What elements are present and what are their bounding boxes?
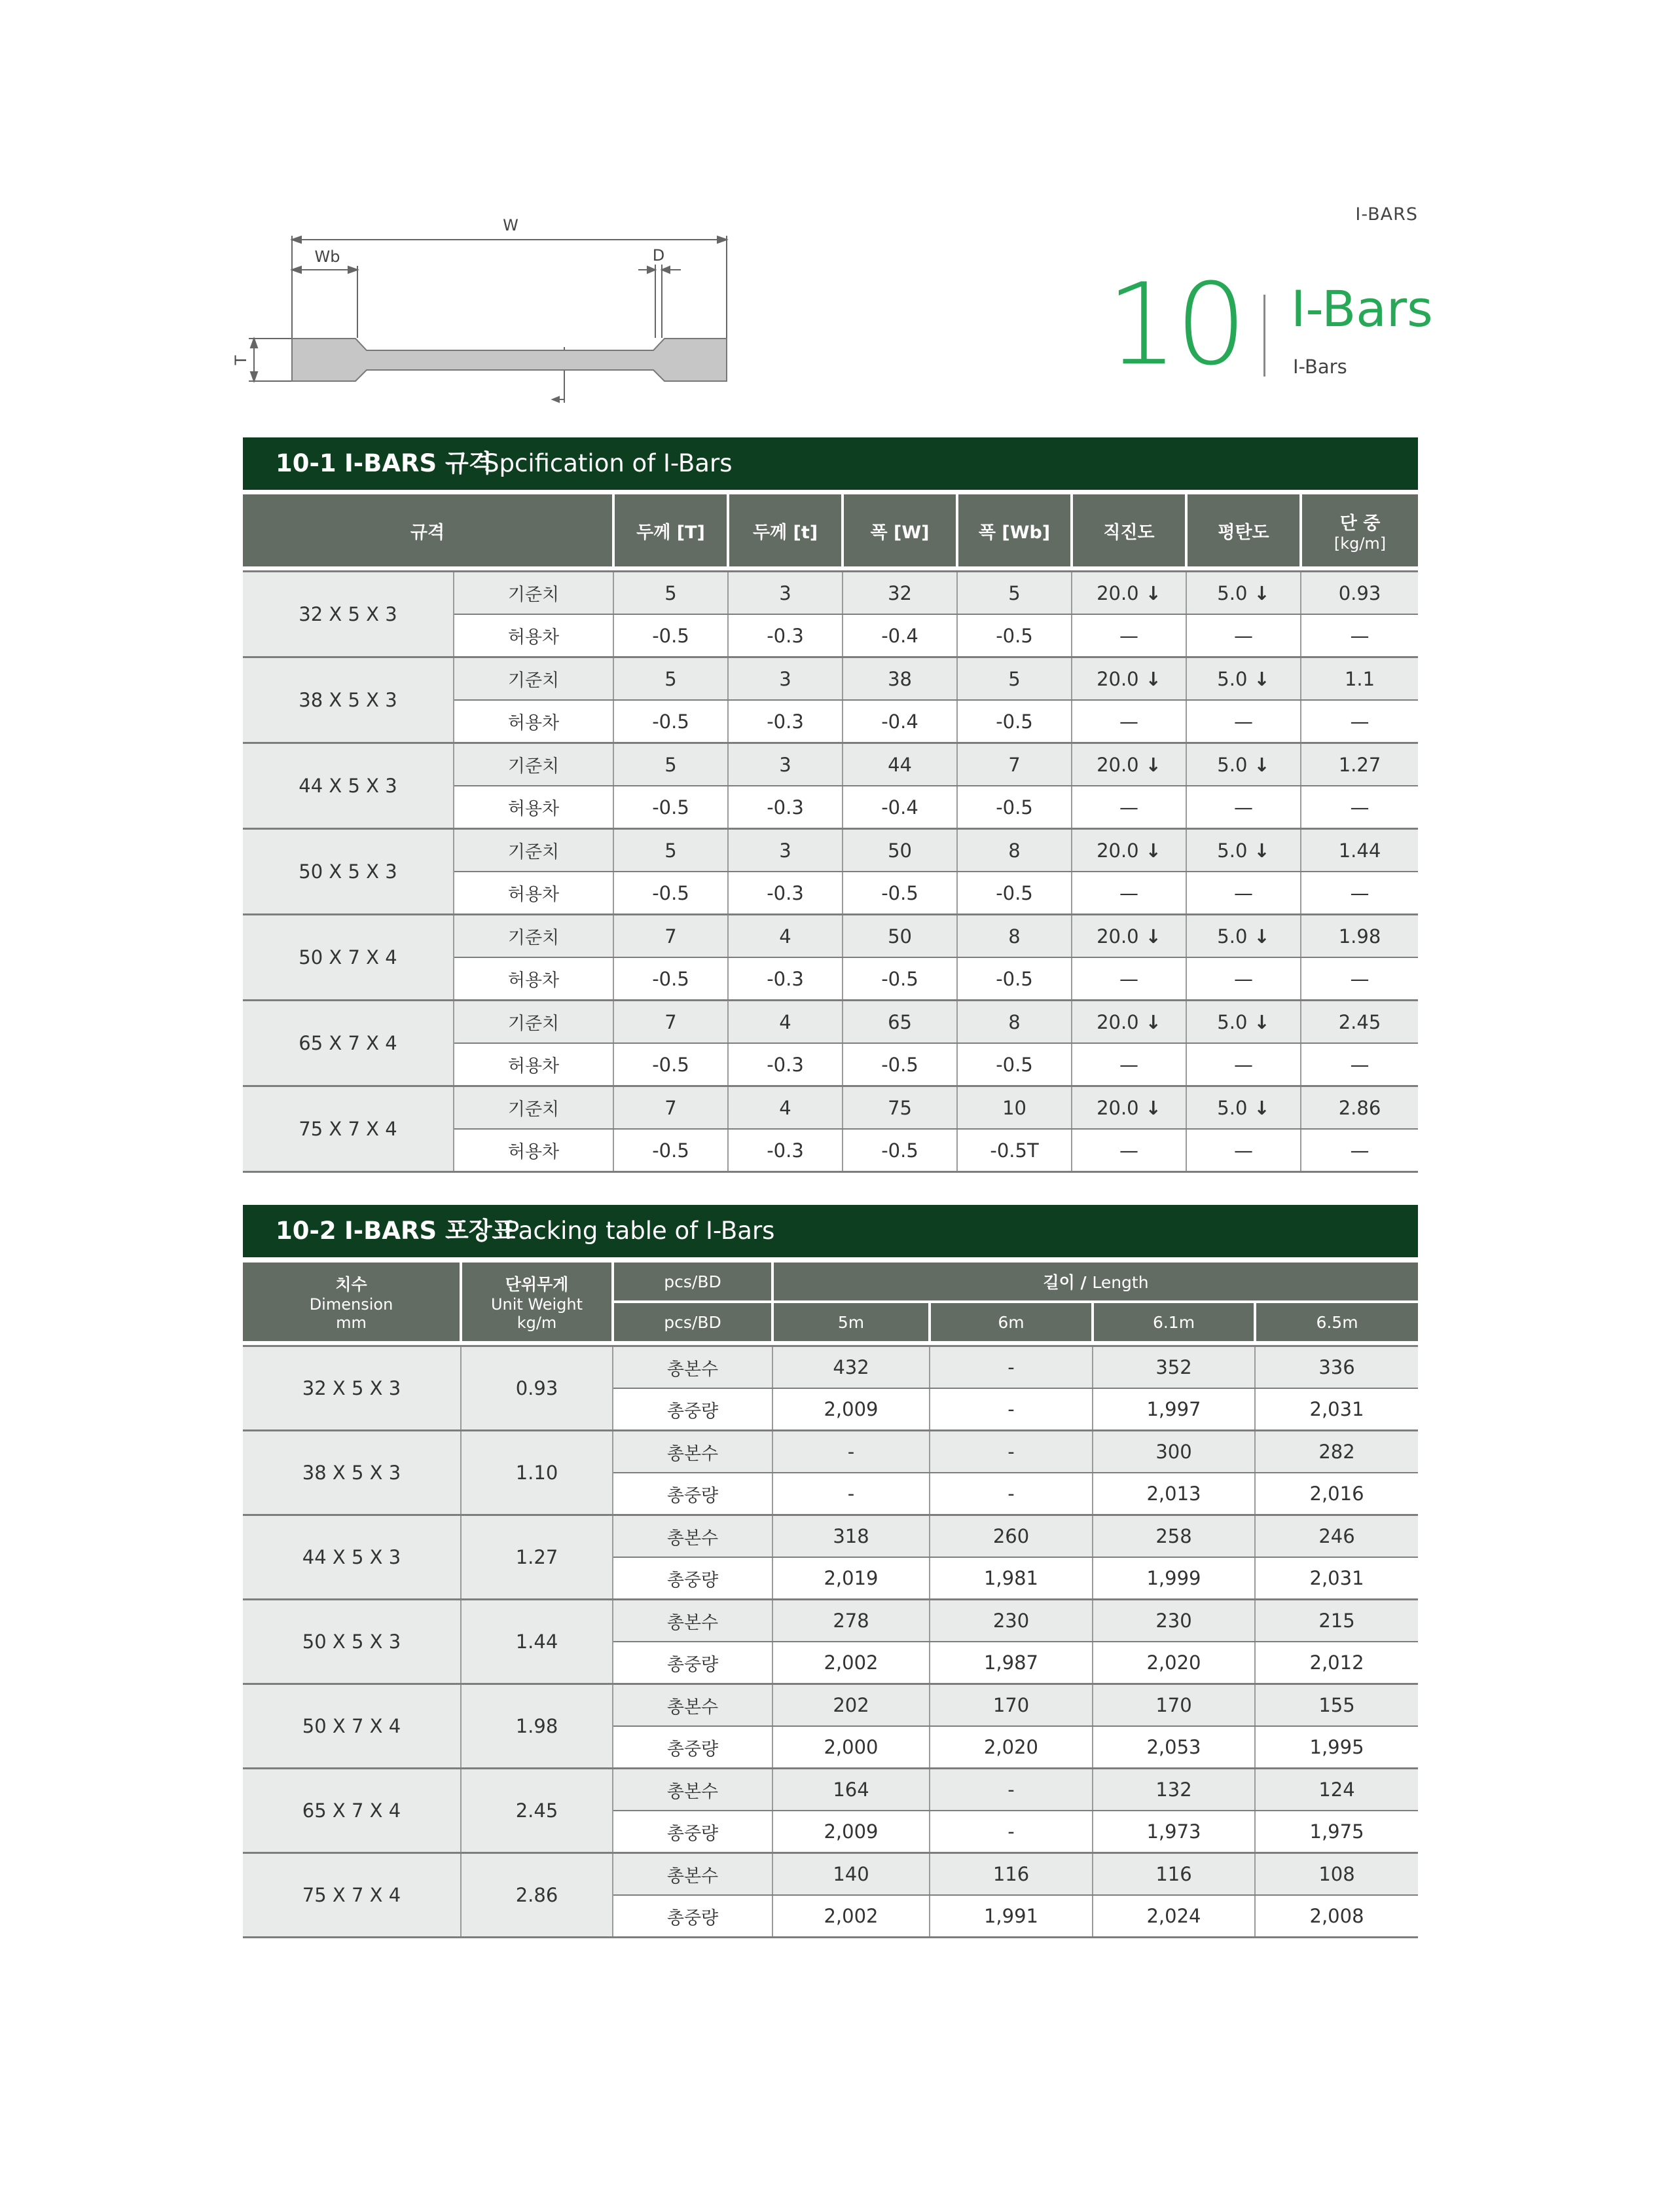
spec-tolerance-value: -0.3	[728, 1129, 843, 1172]
label-total-count: 총본수	[613, 1515, 772, 1558]
spec-standard-value: 50	[843, 829, 957, 872]
pack-weight-value: 1,975	[1255, 1811, 1418, 1853]
pack-size: 50 X 5 X 3	[243, 1600, 461, 1684]
header-pcs-bd-top: pcs/BD	[613, 1263, 772, 1302]
down-arrow-icon: ↓	[1254, 839, 1270, 862]
spec-standard-value: 5	[957, 572, 1072, 614]
spec-size: 75 X 7 X 4	[243, 1086, 454, 1172]
pack-weight-value: 2,053	[1093, 1726, 1255, 1769]
spec-tolerance-value: —	[1301, 786, 1418, 829]
header-length: 길이 / Length	[772, 1263, 1418, 1302]
label-total-count: 총본수	[613, 1347, 772, 1388]
spec-standard-value: 7	[613, 915, 728, 958]
pack-count-value: -	[772, 1431, 930, 1473]
pack-count-value: 432	[772, 1347, 930, 1388]
pack-weight-value: 2,009	[772, 1388, 930, 1431]
pack-weight-value: 2,002	[772, 1895, 930, 1938]
pack-row-count	[243, 1431, 1418, 1473]
pack-weight-value: -	[930, 1473, 1093, 1515]
spec-tolerance-value: -0.3	[728, 1043, 843, 1086]
pack-count-value: 215	[1255, 1600, 1418, 1642]
spec-tolerance-value: -0.3	[728, 786, 843, 829]
category-label: I-BARS	[1355, 204, 1418, 225]
header-length-6-1m: 6.1m	[1093, 1302, 1255, 1341]
spec-tolerance-value: —	[1186, 700, 1301, 743]
spec-row-standard	[243, 1001, 1418, 1044]
spec-standard-value: 4	[728, 1001, 843, 1044]
pack-weight-value: 1,991	[930, 1895, 1093, 1938]
spec-standard-value: 2.45	[1301, 1001, 1418, 1044]
pack-unit-weight: 1.27	[461, 1515, 613, 1600]
pack-weight-value: 2,019	[772, 1557, 930, 1600]
spec-standard-value: 10	[957, 1086, 1072, 1130]
spec-standard-value: 1.98	[1301, 915, 1418, 958]
spec-section-title-ko: I-BARS 규격	[344, 449, 492, 477]
spec-tolerance-value: —	[1072, 614, 1186, 657]
down-arrow-icon: ↓	[1145, 667, 1161, 690]
ibar-cross-section-diagram	[229, 210, 740, 406]
packing-table	[243, 1263, 1418, 1938]
header-length-6m: 6m	[930, 1302, 1093, 1341]
pack-unit-weight: 2.45	[461, 1769, 613, 1853]
spec-tolerance-value: -0.5	[957, 957, 1072, 1001]
spec-tolerance-value: -0.5	[613, 872, 728, 915]
down-arrow-icon: ↓	[1145, 839, 1161, 862]
pack-weight-value: 1,999	[1093, 1557, 1255, 1600]
spec-standard-value: 5	[613, 657, 728, 701]
spec-standard-value: 5	[957, 657, 1072, 701]
spec-tolerance-value: —	[1072, 700, 1186, 743]
spec-tolerance-value: —	[1072, 872, 1186, 915]
spec-row-standard	[243, 743, 1418, 786]
pack-count-value: -	[930, 1431, 1093, 1473]
pack-unit-weight: 1.44	[461, 1600, 613, 1684]
pack-weight-value: 2,024	[1093, 1895, 1255, 1938]
spec-standard-value: 8	[957, 1001, 1072, 1044]
down-arrow-icon: ↓	[1254, 1096, 1270, 1119]
pack-row-count	[243, 1600, 1418, 1642]
pack-count-value: 132	[1093, 1769, 1255, 1811]
spec-tolerance-value: —	[1186, 957, 1301, 1001]
label-tolerance: 허용차	[454, 872, 613, 915]
spec-tolerance-value: —	[1301, 872, 1418, 915]
spec-tolerance-value: -0.5	[613, 700, 728, 743]
spec-tolerance-value: —	[1186, 1129, 1301, 1172]
label-tolerance: 허용차	[454, 614, 613, 657]
label-total-weight: 총중량	[613, 1895, 772, 1938]
spec-standard-value: 5.0 ↓	[1186, 657, 1301, 701]
label-total-weight: 총중량	[613, 1388, 772, 1431]
label-total-count: 총본수	[613, 1769, 772, 1811]
header-thickness-T: 두께 [T]	[613, 494, 728, 566]
pack-weight-value: 1,995	[1255, 1726, 1418, 1769]
spec-standard-value: 8	[957, 915, 1072, 958]
label-standard: 기준치	[454, 915, 613, 958]
spec-size: 65 X 7 X 4	[243, 1001, 454, 1086]
pack-count-value: 170	[1093, 1684, 1255, 1727]
header-size: 규격	[243, 494, 613, 566]
label-total-count: 총본수	[613, 1684, 772, 1727]
pack-count-value: 246	[1255, 1515, 1418, 1558]
spec-tolerance-value: —	[1301, 957, 1418, 1001]
label-standard: 기준치	[454, 572, 613, 614]
header-straightness: 직진도	[1072, 494, 1186, 566]
label-standard: 기준치	[454, 657, 613, 701]
spec-standard-value: 5.0 ↓	[1186, 915, 1301, 958]
spec-tolerance-value: -0.5	[843, 957, 957, 1001]
pack-row-count	[243, 1853, 1418, 1896]
label-t: T	[232, 355, 250, 365]
spec-size: 38 X 5 X 3	[243, 657, 454, 743]
spec-standard-value: 7	[613, 1001, 728, 1044]
header-pcs-bd: pcs/BD	[613, 1302, 772, 1341]
pack-weight-value: 2,008	[1255, 1895, 1418, 1938]
spec-tolerance-value: -0.5	[613, 1129, 728, 1172]
spec-tolerance-value: —	[1186, 786, 1301, 829]
pack-count-value: 108	[1255, 1853, 1418, 1896]
pack-count-value: 300	[1093, 1431, 1255, 1473]
pack-weight-value: 2,013	[1093, 1473, 1255, 1515]
spec-tolerance-value: —	[1072, 1129, 1186, 1172]
pack-unit-weight: 2.86	[461, 1853, 613, 1938]
spec-standard-value: 7	[957, 743, 1072, 786]
label-total-count: 총본수	[613, 1600, 772, 1642]
header-flatness: 평탄도	[1186, 494, 1301, 566]
pack-count-value: 278	[772, 1600, 930, 1642]
spec-tolerance-value: -0.5	[613, 614, 728, 657]
pack-weight-value: 2,031	[1255, 1557, 1418, 1600]
down-arrow-icon: ↓	[1254, 1010, 1270, 1033]
pack-weight-value: -	[930, 1811, 1093, 1853]
spec-size: 50 X 7 X 4	[243, 915, 454, 1001]
spec-tolerance-value: —	[1186, 614, 1301, 657]
label-wb: Wb	[314, 248, 340, 266]
spec-standard-value: 50	[843, 915, 957, 958]
pack-section-title-bar	[243, 1205, 1418, 1257]
pack-size: 32 X 5 X 3	[243, 1347, 461, 1431]
pack-weight-value: -	[772, 1473, 930, 1515]
pack-weight-value: 1,987	[930, 1642, 1093, 1684]
label-tolerance: 허용차	[454, 1043, 613, 1086]
pack-row-count	[243, 1515, 1418, 1558]
pack-size: 50 X 7 X 4	[243, 1684, 461, 1769]
spec-tolerance-value: —	[1186, 1043, 1301, 1086]
header-width-Wb: 폭 [Wb]	[957, 494, 1072, 566]
spec-tolerance-value: -0.4	[843, 614, 957, 657]
chapter-title: I-Bars	[1291, 280, 1433, 338]
down-arrow-icon: ↓	[1145, 753, 1161, 776]
spec-tolerance-value: —	[1072, 957, 1186, 1001]
spec-tolerance-value: -0.5	[957, 1043, 1072, 1086]
pack-size: 44 X 5 X 3	[243, 1515, 461, 1600]
pack-row-count	[243, 1769, 1418, 1811]
chapter-divider	[1263, 295, 1265, 377]
pack-count-value: -	[930, 1769, 1093, 1811]
pack-count-value: 164	[772, 1769, 930, 1811]
spec-standard-value: 3	[728, 657, 843, 701]
label-total-weight: 총중량	[613, 1557, 772, 1600]
label-w: W	[503, 216, 518, 234]
label-standard: 기준치	[454, 1086, 613, 1130]
spec-tolerance-value: —	[1301, 1043, 1418, 1086]
spec-standard-value: 2.86	[1301, 1086, 1418, 1130]
down-arrow-icon: ↓	[1145, 925, 1161, 948]
spec-tolerance-value: -0.5	[957, 700, 1072, 743]
spec-standard-value: 20.0 ↓	[1072, 915, 1186, 958]
spec-tolerance-value: —	[1186, 872, 1301, 915]
spec-tolerance-value: -0.4	[843, 786, 957, 829]
pack-section-title-ko: I-BARS 포장표	[344, 1217, 516, 1245]
spec-size: 32 X 5 X 3	[243, 572, 454, 657]
label-total-weight: 총중량	[613, 1811, 772, 1853]
label-total-weight: 총중량	[613, 1473, 772, 1515]
spec-standard-value: 20.0 ↓	[1072, 657, 1186, 701]
spec-standard-value: 5.0 ↓	[1186, 743, 1301, 786]
spec-standard-value: 5	[613, 829, 728, 872]
pack-count-value: 230	[930, 1600, 1093, 1642]
spec-standard-value: 3	[728, 829, 843, 872]
label-d: D	[652, 246, 665, 265]
pack-weight-value: 2,000	[772, 1726, 930, 1769]
pack-section-title-en: Packing table of I-Bars	[505, 1217, 775, 1245]
spec-standard-value: 5.0 ↓	[1186, 829, 1301, 872]
spec-standard-value: 4	[728, 915, 843, 958]
spec-standard-value: 65	[843, 1001, 957, 1044]
down-arrow-icon: ↓	[1254, 753, 1270, 776]
header-unit-weight: 단위무게 Unit Weight kg/m	[461, 1263, 613, 1341]
spec-standard-value: 5.0 ↓	[1186, 1001, 1301, 1044]
chapter-subtitle: I-Bars	[1293, 356, 1347, 378]
pack-weight-value: 2,012	[1255, 1642, 1418, 1684]
spec-standard-value: 75	[843, 1086, 957, 1130]
pack-weight-value: 2,016	[1255, 1473, 1418, 1515]
spec-tolerance-value: -0.3	[728, 614, 843, 657]
pack-weight-value: 2,009	[772, 1811, 930, 1853]
spec-tolerance-value: -0.3	[728, 957, 843, 1001]
pack-row-count	[243, 1684, 1418, 1727]
pack-weight-value: 1,981	[930, 1557, 1093, 1600]
spec-tolerance-value: -0.5	[613, 786, 728, 829]
spec-standard-value: 20.0 ↓	[1072, 1086, 1186, 1130]
spec-table	[243, 494, 1418, 1173]
spec-standard-value: 3	[728, 572, 843, 614]
spec-standard-value: 1.1	[1301, 657, 1418, 701]
spec-standard-value: 38	[843, 657, 957, 701]
pack-weight-value: 2,020	[930, 1726, 1093, 1769]
spec-size: 44 X 5 X 3	[243, 743, 454, 829]
spec-standard-value: 5	[613, 572, 728, 614]
pack-row-count	[243, 1347, 1418, 1388]
pack-weight-value: 1,997	[1093, 1388, 1255, 1431]
spec-tolerance-value: —	[1301, 614, 1418, 657]
spec-section-number: 10-1	[276, 449, 336, 477]
pack-weight-value: 2,031	[1255, 1388, 1418, 1431]
spec-tolerance-value: -0.3	[728, 700, 843, 743]
spec-tolerance-value: -0.5	[957, 786, 1072, 829]
header-unit-weight: 단 중 [kg/m]	[1301, 494, 1418, 566]
label-total-weight: 총중량	[613, 1642, 772, 1684]
spec-standard-value: 0.93	[1301, 572, 1418, 614]
spec-tolerance-value: —	[1072, 1043, 1186, 1086]
header-width-W: 폭 [W]	[843, 494, 957, 566]
pack-size: 65 X 7 X 4	[243, 1769, 461, 1853]
spec-standard-value: 5.0 ↓	[1186, 572, 1301, 614]
pack-size: 38 X 5 X 3	[243, 1431, 461, 1515]
label-tolerance: 허용차	[454, 700, 613, 743]
pack-section-number: 10-2	[276, 1217, 336, 1245]
pack-count-value: 230	[1093, 1600, 1255, 1642]
spec-standard-value: 20.0 ↓	[1072, 572, 1186, 614]
down-arrow-icon: ↓	[1145, 581, 1161, 604]
pack-weight-value: 1,973	[1093, 1811, 1255, 1853]
pack-count-value: 124	[1255, 1769, 1418, 1811]
spec-standard-value: 44	[843, 743, 957, 786]
pack-count-value: 140	[772, 1853, 930, 1896]
spec-standard-value: 20.0 ↓	[1072, 743, 1186, 786]
pack-unit-weight: 1.10	[461, 1431, 613, 1515]
spec-standard-value: 1.44	[1301, 829, 1418, 872]
label-total-count: 총본수	[613, 1853, 772, 1896]
pack-size: 75 X 7 X 4	[243, 1853, 461, 1938]
header-length-5m: 5m	[772, 1302, 930, 1341]
down-arrow-icon: ↓	[1145, 1010, 1161, 1033]
spec-tolerance-value: -0.5T	[957, 1129, 1072, 1172]
spec-tolerance-value: -0.5	[957, 614, 1072, 657]
spec-tolerance-value: -0.5	[613, 1043, 728, 1086]
header-dimension: 치수 Dimension mm	[243, 1263, 461, 1341]
spec-section-title-en: Spcification of I-Bars	[484, 449, 733, 477]
pack-count-value: 202	[772, 1684, 930, 1727]
spec-tolerance-value: -0.4	[843, 700, 957, 743]
spec-standard-value: 1.27	[1301, 743, 1418, 786]
spec-tolerance-value: -0.5	[957, 872, 1072, 915]
spec-tolerance-value: -0.5	[843, 1043, 957, 1086]
pack-unit-weight: 1.98	[461, 1684, 613, 1769]
spec-standard-value: 32	[843, 572, 957, 614]
spec-section-title-bar	[243, 437, 1418, 490]
pack-weight-value: -	[930, 1388, 1093, 1431]
spec-tolerance-value: -0.3	[728, 872, 843, 915]
pack-count-value: 116	[930, 1853, 1093, 1896]
spec-row-standard	[243, 915, 1418, 958]
spec-tolerance-value: —	[1301, 700, 1418, 743]
pack-count-value: -	[930, 1347, 1093, 1388]
pack-count-value: 352	[1093, 1347, 1255, 1388]
label-tolerance: 허용차	[454, 957, 613, 1001]
spec-tolerance-value: —	[1301, 1129, 1418, 1172]
spec-standard-value: 5.0 ↓	[1186, 1086, 1301, 1130]
spec-row-standard	[243, 1086, 1418, 1130]
spec-standard-value: 7	[613, 1086, 728, 1130]
header-length-6-5m: 6.5m	[1255, 1302, 1418, 1341]
spec-row-standard	[243, 829, 1418, 872]
label-standard: 기준치	[454, 829, 613, 872]
down-arrow-icon: ↓	[1145, 1096, 1161, 1119]
spec-size: 50 X 5 X 3	[243, 829, 454, 915]
header-thickness-t: 두께 [t]	[728, 494, 843, 566]
spec-standard-value: 8	[957, 829, 1072, 872]
spec-tolerance-value: -0.5	[843, 1129, 957, 1172]
label-total-weight: 총중량	[613, 1726, 772, 1769]
pack-count-value: 258	[1093, 1515, 1255, 1558]
spec-standard-value: 4	[728, 1086, 843, 1130]
spec-row-standard	[243, 572, 1418, 614]
pack-count-value: 282	[1255, 1431, 1418, 1473]
pack-count-value: 170	[930, 1684, 1093, 1727]
chapter-number: 10	[1106, 259, 1244, 390]
label-standard: 기준치	[454, 743, 613, 786]
down-arrow-icon: ↓	[1254, 581, 1270, 604]
label-standard: 기준치	[454, 1001, 613, 1044]
spec-standard-value: 20.0 ↓	[1072, 1001, 1186, 1044]
label-tolerance: 허용차	[454, 786, 613, 829]
pack-weight-value: 2,002	[772, 1642, 930, 1684]
spec-standard-value: 3	[728, 743, 843, 786]
spec-standard-value: 20.0 ↓	[1072, 829, 1186, 872]
down-arrow-icon: ↓	[1254, 667, 1270, 690]
label-total-count: 총본수	[613, 1431, 772, 1473]
spec-tolerance-value: -0.5	[843, 872, 957, 915]
pack-count-value: 116	[1093, 1853, 1255, 1896]
spec-tolerance-value: —	[1072, 786, 1186, 829]
spec-tolerance-value: -0.5	[613, 957, 728, 1001]
pack-count-value: 336	[1255, 1347, 1418, 1388]
pack-count-value: 155	[1255, 1684, 1418, 1727]
pack-unit-weight: 0.93	[461, 1347, 613, 1431]
pack-count-value: 318	[772, 1515, 930, 1558]
label-tolerance: 허용차	[454, 1129, 613, 1172]
pack-count-value: 260	[930, 1515, 1093, 1558]
spec-standard-value: 5	[613, 743, 728, 786]
down-arrow-icon: ↓	[1254, 925, 1270, 948]
spec-row-standard	[243, 657, 1418, 701]
pack-weight-value: 2,020	[1093, 1642, 1255, 1684]
